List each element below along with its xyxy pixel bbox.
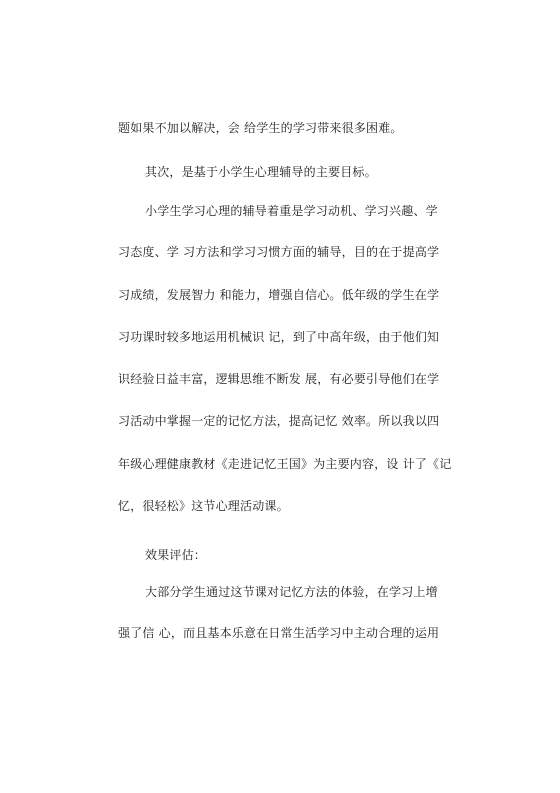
text-line-1: 题如果不加以解决，会 给学生的学习带来很多困难。 — [118, 121, 403, 135]
section-heading: 效果评估： — [145, 548, 207, 562]
text-line-6: 习功课时较多地运用机械识 记，到了中高年级，由于他们知 — [118, 330, 440, 344]
text-line-4: 习态度、学 习方法和学习习惯方面的辅导，目的在于提高学 — [118, 245, 440, 259]
text-line-12: 大部分学生通过这节课对记忆方法的体验，在学习上增 — [145, 585, 438, 599]
text-line-8: 习活动中掌握一定的记忆方法，提高记忆 效率。所以我以四 — [118, 414, 440, 428]
text-line-13: 强了信 心，而且基本乐意在日常生活学习中主动合理的运用 — [118, 626, 440, 640]
text-line-9: 年级心理健康教材《走进记忆王国》为主要内容，设 计了《记 — [118, 457, 452, 471]
text-line-3: 小学生学习心理的辅导着重是学习动机、学习兴趣、学 — [145, 204, 438, 218]
text-line-10: 忆，很轻松》这节心理活动课。 — [118, 499, 289, 513]
text-line-7: 识经验日益丰富，逻辑思维不断发 展，有必要引导他们在学 — [118, 372, 440, 386]
text-line-2: 其次，是基于小学生心理辅导的主要目标。 — [145, 165, 377, 179]
text-line-5: 习成绩，发展智力 和能力，增强自信心。低年级的学生在学 — [118, 288, 440, 302]
